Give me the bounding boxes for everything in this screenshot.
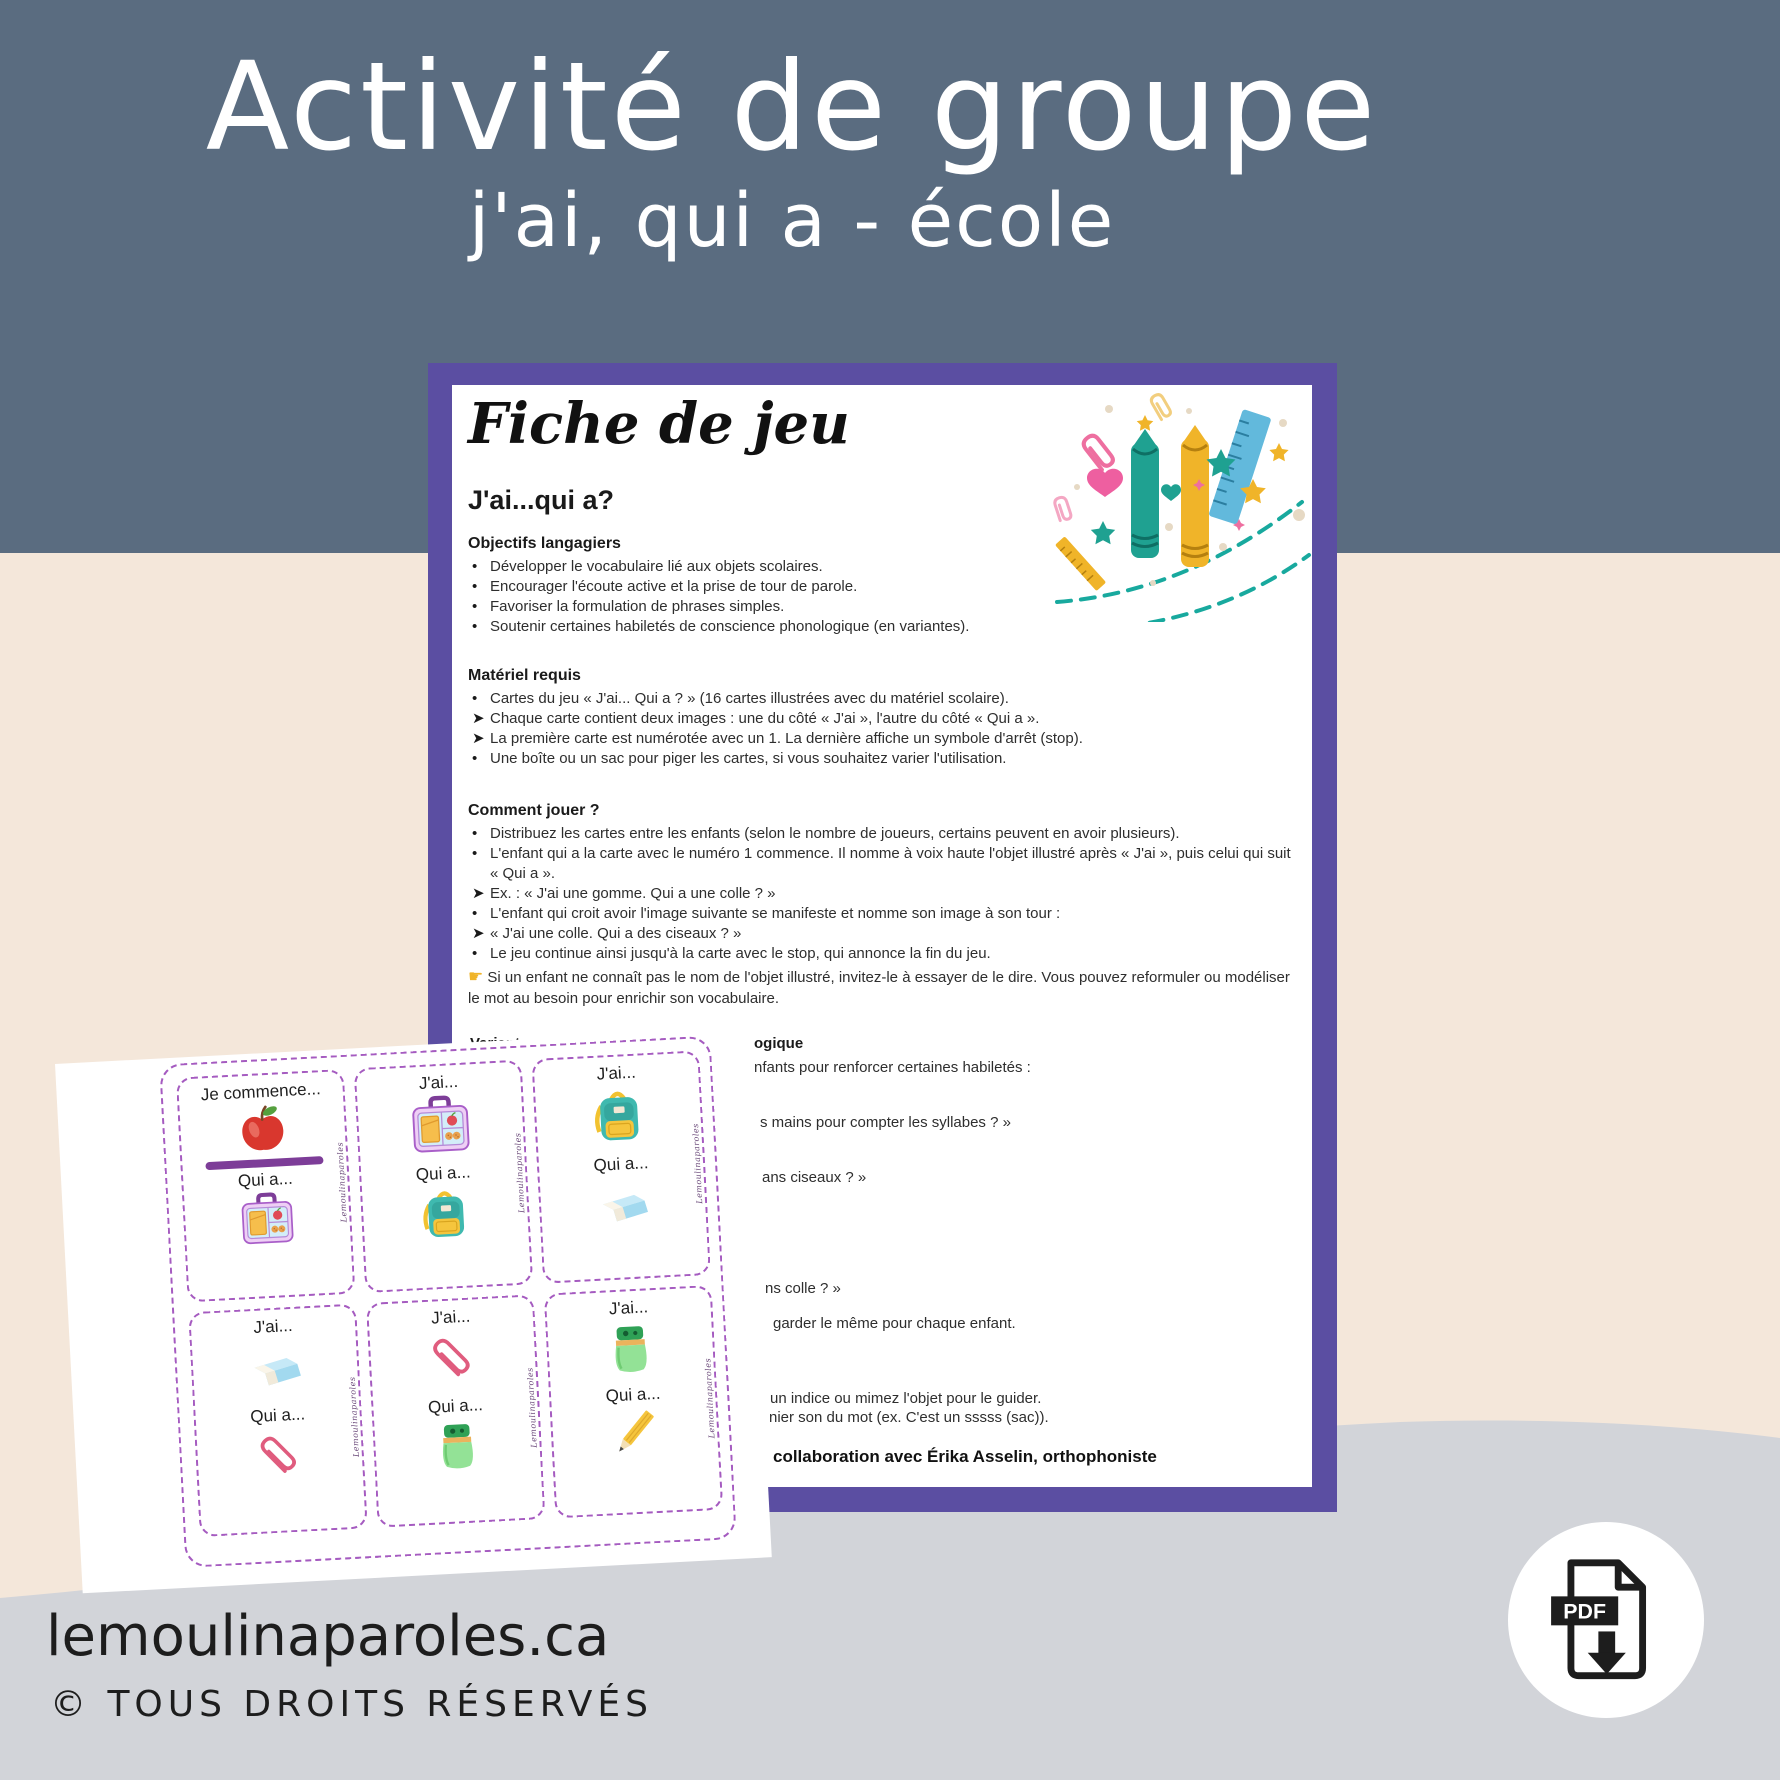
list-item: • Encourager l'écoute active et la prise de tour de parole.: [472, 578, 858, 595]
card-label: J'ai...: [608, 1297, 649, 1319]
tip-paragraph: ☛ Si un enfant ne connaît pas le nom de l'objet illustré, invitez-le à essayer de le dire. Vous pouvez reformuler ou modéliser le mot au besoin pour enrichir son vocabulaire.: [468, 967, 1290, 1007]
lunchbox-icon: [407, 1091, 474, 1158]
list-item: ➤ La première carte est numérotée avec un 1. La dernière affiche un symbole d'arrêt (stop).: [472, 730, 1083, 747]
list-item: • Cartes du jeu « J'ai... Qui a ? » (16 cartes illustrées avec du matériel scolaire).: [472, 690, 1009, 707]
game-card: [354, 1060, 534, 1293]
game-card: [531, 1050, 711, 1283]
card-label: Qui a...: [593, 1153, 649, 1175]
card-label: Qui a...: [237, 1168, 294, 1191]
hidden-line: ns colle ? »: [765, 1280, 841, 1297]
game-card-start: [176, 1069, 356, 1302]
card-label: J'ai...: [418, 1071, 459, 1093]
paperclip-icon: [248, 1424, 311, 1487]
hidden-line: s mains pour compter les syllabes ? »: [760, 1114, 1011, 1131]
game-title: J'ai...qui a?: [468, 485, 614, 515]
list-item: ➤ Ex. : « J'ai une gomme. Qui a une colle ? »: [472, 885, 776, 902]
list-item: • Une boîte ou un sac pour piger les cartes, si vous souhaitez varier l'utilisation.: [472, 750, 1007, 767]
watermark-text: Lemoulinaparoles: [347, 1375, 361, 1457]
hidden-line: ans ciseaux ? »: [762, 1169, 867, 1186]
list-item: • L'enfant qui a la carte avec le numéro 1 commence. Il nomme à voix haute l'objet illustré après « J'ai », puis celui qui suit « Qui a ».: [472, 845, 1291, 882]
list-item: • Développer le vocabulaire lié aux objets scolaires.: [472, 558, 823, 575]
variant-heading-right: ogique: [754, 1035, 804, 1052]
apple-icon: [234, 1101, 291, 1158]
list-item: • L'enfant qui croit avoir l'image suivante se manifeste et nomme son image à son tour :: [472, 905, 1061, 922]
pencil-icon: [604, 1404, 667, 1467]
page-title: Activité de groupe: [205, 36, 1379, 178]
teal-heart-icon: [1161, 484, 1181, 501]
section-materiel: [468, 667, 1300, 769]
pdf-file-icon: [1545, 1555, 1667, 1685]
sharpener-icon: [427, 1415, 488, 1476]
card-label: J'ai...: [252, 1315, 294, 1337]
game-card: [544, 1285, 724, 1518]
eraser-icon: [243, 1335, 308, 1400]
watermark-text: Lemoulinaparoles: [525, 1366, 539, 1448]
pink-heart-icon: [1087, 469, 1123, 497]
section-heading: Objectifs langagiers: [468, 535, 621, 552]
yellow-paperclip-icon: [1149, 393, 1171, 420]
card-label: Qui a...: [605, 1383, 661, 1406]
pdf-download-button[interactable]: [1508, 1522, 1704, 1718]
backpack-icon: [585, 1082, 652, 1149]
card-label: Qui a...: [249, 1404, 306, 1427]
page-subtitle: j'ai, qui a - école: [468, 178, 1116, 265]
small-paperclip-icon: [1053, 496, 1072, 522]
credit-line: collaboration avec Érika Asselin, orthophoniste: [773, 1447, 1157, 1466]
section-comment-jouer: [468, 802, 1300, 964]
hidden-line: nier son du mot (ex. C'est un sssss (sac)).: [769, 1409, 1049, 1426]
hidden-line: un indice ou mimez l'objet pour le guider.: [770, 1390, 1042, 1407]
hidden-line: nfants pour renforcer certaines habiletés :: [754, 1059, 1031, 1076]
card-label: Qui a...: [427, 1395, 484, 1417]
watermark-text: Lemoulinaparoles: [335, 1141, 349, 1223]
card-label: J'ai...: [430, 1306, 471, 1328]
copyright-text: © TOUS DROITS RÉSERVÉS: [50, 1684, 654, 1725]
hidden-line: garder le même pour chaque enfant.: [773, 1315, 1016, 1332]
game-cards-sheet: [55, 1028, 772, 1593]
pink-paperclip-icon: [1081, 433, 1115, 470]
list-item: ➤ « J'ai une colle. Qui a des ciseaux ? »: [472, 925, 742, 942]
watermark-text: Lemoulinaparoles: [690, 1122, 705, 1204]
eraser-icon: [592, 1173, 655, 1236]
watermark-text: Lemoulinaparoles: [513, 1131, 527, 1213]
list-item: • Favoriser la formulation de phrases simples.: [472, 598, 785, 615]
card-label: Qui a...: [415, 1162, 472, 1185]
pdf-label: PDF: [1563, 1599, 1606, 1624]
card-label: Je commence...: [200, 1079, 322, 1105]
section-objectifs: [468, 535, 1300, 637]
list-item: • Distribuez les cartes entre les enfants (selon le nombre de joueurs, certains peuvent en avoir plusieurs).: [472, 825, 1180, 842]
sharpener-icon: [599, 1317, 662, 1380]
section-heading: Comment jouer ?: [468, 802, 600, 819]
card-label: J'ai...: [596, 1062, 637, 1084]
lunchbox-icon: [237, 1189, 298, 1250]
website-url: lemoulinaparoles.ca: [46, 1604, 610, 1669]
watermark-text: Lemoulinaparoles: [703, 1357, 717, 1439]
game-card: [366, 1294, 546, 1527]
list-item: ➤ Chaque carte contient deux images : une du côté « J'ai », l'autre du côté « Qui a ».: [472, 710, 1040, 727]
paperclip-icon: [420, 1326, 485, 1391]
document-script-title: Fiche de jeu: [468, 391, 850, 457]
pointing-hand-icon: ☛: [468, 967, 484, 986]
start-divider-bar: [205, 1156, 323, 1170]
list-item: • Soutenir certaines habiletés de conscience phonologique (en variantes).: [472, 618, 970, 635]
game-card: [188, 1304, 368, 1537]
backpack-icon: [414, 1182, 477, 1245]
section-heading: Matériel requis: [468, 667, 581, 684]
list-item: • Le jeu continue ainsi jusqu'à la carte avec le stop, qui annonce la fin du jeu.: [472, 945, 991, 962]
